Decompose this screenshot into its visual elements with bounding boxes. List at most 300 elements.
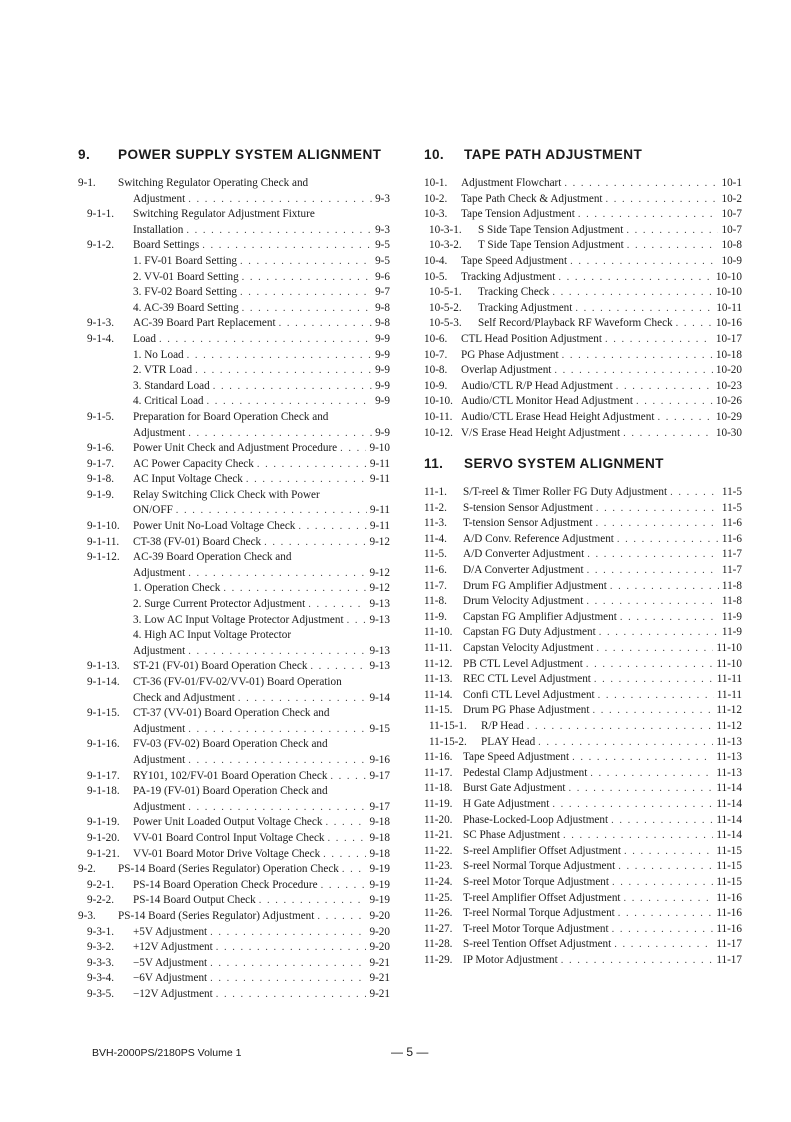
toc-entry-number: 9-1-9.: [87, 488, 115, 501]
dot-leader: [562, 348, 713, 364]
toc-entry-body: [133, 192, 390, 208]
toc-entry-page: 9-13: [369, 613, 390, 626]
toc-entry-number: 11-23.: [424, 860, 453, 873]
toc-entry: [78, 379, 390, 395]
toc-entry-number: 11-16.: [424, 751, 453, 764]
toc-entry-title: Burst Gate Adjustment: [463, 782, 566, 795]
toc-entry: [78, 971, 390, 987]
toc-entry-page: 9-8: [375, 301, 390, 314]
toc-entry-body: [461, 394, 742, 410]
dot-leader: [563, 828, 713, 844]
toc-entry-page: 10-7: [721, 223, 742, 236]
toc-entry-number: 11-28.: [424, 938, 453, 951]
toc-entry: [78, 348, 390, 364]
toc-list-section-11: [424, 485, 742, 968]
toc-entry: [424, 254, 742, 270]
toc-entry: [78, 831, 390, 847]
toc-entry-body: [133, 488, 390, 504]
toc-entry-body: [133, 597, 390, 613]
toc-entry: [78, 737, 390, 753]
toc-entry: [78, 706, 390, 722]
toc-entry-body: [463, 828, 742, 844]
toc-entry: [78, 691, 390, 707]
toc-entry-body: [133, 956, 390, 972]
toc-entry-page: 9-11: [369, 520, 390, 533]
toc-entry-page: 9-18: [369, 847, 390, 860]
toc-entry: [424, 394, 742, 410]
toc-entry-body: [133, 987, 390, 1003]
toc-entry-page: 10-23: [715, 379, 742, 392]
toc-entry-page: 10-20: [715, 364, 742, 377]
dot-leader: [676, 316, 713, 332]
toc-entry: [424, 594, 742, 610]
toc-entry-page: 11-11: [716, 688, 742, 701]
dot-leader: [188, 426, 372, 442]
toc-entry-page: 10-11: [716, 301, 742, 314]
dot-leader: [188, 800, 366, 816]
toc-entry-title: Adjustment: [133, 426, 186, 439]
toc-entry-body: [133, 332, 390, 348]
toc-entry-number: 10-9.: [424, 379, 448, 392]
toc-entry-number: 10-5.: [424, 270, 448, 283]
toc-entry-body: [133, 831, 390, 847]
toc-entry: [78, 270, 390, 286]
dot-leader: [587, 547, 719, 563]
toc-entry-body: [133, 753, 390, 769]
toc-entry-number: 11-21.: [424, 829, 453, 842]
toc-entry-body: [133, 348, 390, 364]
toc-entry-number: 9-1-13.: [87, 660, 120, 673]
toc-entry-body: [133, 706, 390, 722]
toc-entry: [78, 940, 390, 956]
toc-entry-number: 10-5-3.: [429, 317, 462, 330]
toc-entry-body: [133, 737, 390, 753]
toc-entry-body: [463, 750, 742, 766]
toc-entry: [424, 828, 742, 844]
toc-entry-page: 9-18: [369, 816, 390, 829]
toc-entry-body: [478, 316, 742, 332]
toc-entry-page: 11-13: [716, 766, 742, 779]
toc-entry-number: 11-13.: [424, 673, 453, 686]
toc-entry-body: [133, 457, 390, 473]
toc-entry-number: 9-1-17.: [87, 769, 120, 782]
toc-entry: [78, 862, 390, 878]
toc-entry: [424, 703, 742, 719]
dot-leader: [657, 410, 712, 426]
toc-entry-page: 11-10: [716, 642, 742, 655]
section-number: 10.: [424, 147, 445, 162]
dot-leader: [624, 891, 714, 907]
toc-entry-page: 9-11: [369, 473, 390, 486]
toc-entry-title: S-reel Amplifier Offset Adjustment: [463, 844, 621, 857]
toc-entry-page: 11-11: [716, 673, 742, 686]
toc-entry-title: Adjustment: [133, 566, 186, 579]
toc-entry-title: PS-14 Board Output Check: [133, 894, 256, 907]
toc-entry-title: PS-14 Board (Series Regulator) Operation Check: [118, 863, 339, 876]
toc-entry-body: [463, 641, 742, 657]
section-title: POWER SUPPLY SYSTEM ALIGNMENT: [118, 147, 382, 162]
section-title: TAPE PATH ADJUSTMENT: [464, 147, 643, 162]
toc-entry-number: 11-27.: [424, 922, 453, 935]
toc-entry: [424, 766, 742, 782]
toc-entry-title: PB CTL Level Adjustment: [463, 657, 583, 670]
dot-leader: [159, 332, 372, 348]
toc-entry-page: 11-9: [721, 626, 742, 639]
toc-entry-page: 11-15: [716, 860, 742, 873]
toc-entry: [78, 535, 390, 551]
toc-entry-title: Drum FG Amplifier Adjustment: [463, 579, 607, 592]
toc-entry-title: AC-39 Board Part Replacement: [133, 317, 276, 330]
toc-entry: [424, 625, 742, 641]
toc-entry-page: 10-9: [721, 254, 742, 267]
toc-entry: [424, 485, 742, 501]
toc-entry-number: 9-1-21.: [87, 847, 120, 860]
toc-entry-body: [463, 516, 742, 532]
toc-entry-number: 11-5.: [424, 548, 447, 561]
toc-entry: [78, 301, 390, 317]
toc-entry-title: S-reel Normal Torque Adjustment: [463, 860, 616, 873]
toc-entry-number: 9-3-5.: [87, 987, 115, 1000]
toc-entry-body: [133, 254, 390, 270]
dot-leader: [238, 691, 367, 707]
toc-entry-title: Tracking Adjustment: [478, 301, 573, 314]
toc-entry-page: 9-21: [369, 987, 390, 1000]
toc-entry-title: −6V Adjustment: [133, 972, 208, 985]
toc-entry-body: [133, 223, 390, 239]
toc-entry: [424, 301, 742, 317]
toc-entry-title: ON/OFF: [133, 504, 173, 517]
toc-entry: [424, 547, 742, 563]
toc-entry-body: [463, 672, 742, 688]
toc-entry: [78, 987, 390, 1003]
toc-entry-page: 11-5: [721, 501, 742, 514]
toc-entry-title: T-tension Sensor Adjustment: [463, 517, 593, 530]
toc-entry-body: [463, 594, 742, 610]
toc-entry: [78, 847, 390, 863]
toc-entry-title: −12V Adjustment: [133, 987, 213, 1000]
toc-entry-body: [463, 485, 742, 501]
toc-entry-page: 9-18: [369, 831, 390, 844]
toc-entry: [78, 644, 390, 660]
toc-entry-body: [463, 501, 742, 517]
dot-leader: [317, 909, 366, 925]
toc-entry-number: 9-1-16.: [87, 738, 120, 751]
toc-entry: [78, 472, 390, 488]
dot-leader: [310, 659, 366, 675]
toc-entry-body: [133, 207, 390, 223]
toc-entry-body: [463, 563, 742, 579]
toc-entry-page: 11-16: [716, 907, 742, 920]
toc-entry-body: [478, 238, 742, 254]
toc-entry-body: [133, 971, 390, 987]
toc-entry-title: T-reel Amplifier Offset Adjustment: [463, 891, 621, 904]
toc-entry-number: 9-3.: [78, 909, 96, 922]
toc-entry: [424, 797, 742, 813]
toc-entry-title: 2. VV-01 Board Setting: [133, 270, 239, 283]
dot-leader: [592, 703, 713, 719]
toc-entry-title: 3. FV-02 Board Setting: [133, 286, 238, 299]
toc-entry-title: T-reel Motor Torque Adjustment: [463, 922, 609, 935]
toc-entry: [424, 859, 742, 875]
toc-entry-title: PS-14 Board (Series Regulator) Adjustment: [118, 909, 315, 922]
toc-entry: [424, 937, 742, 953]
toc-entry-body: [463, 797, 742, 813]
toc-entry-body: [463, 906, 742, 922]
toc-entry-page: 11-17: [716, 953, 742, 966]
toc-entry: [424, 332, 742, 348]
toc-entry-title: Audio/CTL Monitor Head Adjustment: [461, 395, 634, 408]
toc-entry: [78, 659, 390, 675]
toc-entry: [78, 503, 390, 519]
dot-leader: [586, 657, 713, 673]
toc-entry-body: [133, 691, 390, 707]
toc-entry-body: [133, 379, 390, 395]
toc-entry-body: [478, 285, 742, 301]
left-column: [78, 146, 390, 1002]
toc-entry-body: [461, 426, 742, 442]
toc-entry: [78, 878, 390, 894]
toc-entry-body: [461, 176, 742, 192]
dot-leader: [564, 176, 718, 192]
toc-entry-number: 9-1.: [78, 177, 96, 189]
toc-entry: [424, 672, 742, 688]
dot-leader: [554, 363, 712, 379]
toc-entry-page: 9-3: [375, 192, 390, 205]
dot-leader: [207, 394, 373, 410]
toc-entry-number: 9-1-3.: [87, 317, 115, 330]
toc-entry-number: 11-24.: [424, 875, 453, 888]
toc-entry-page: 10-10: [715, 286, 742, 299]
toc-entry-body: [133, 800, 390, 816]
dot-leader: [188, 192, 372, 208]
toc-entry-number: 10-11.: [424, 410, 453, 423]
section-9-heading: [78, 146, 390, 164]
dot-leader: [216, 987, 367, 1003]
dot-leader: [186, 223, 372, 239]
dot-leader: [575, 301, 713, 317]
dot-leader: [670, 485, 719, 501]
dot-leader: [611, 813, 713, 829]
toc-entry-body: [463, 953, 742, 969]
toc-entry-page: 11-13: [716, 735, 742, 748]
toc-entry-number: 9-1-2.: [87, 239, 115, 252]
toc-entry-body: [133, 644, 390, 660]
toc-entry-number: 10-5-1.: [429, 286, 462, 299]
toc-entry-body: [463, 875, 742, 891]
toc-entry-page: 9-15: [369, 722, 390, 735]
dot-leader: [347, 613, 367, 629]
toc-entry-body: [461, 192, 742, 208]
toc-entry-title: H Gate Adjustment: [463, 797, 550, 810]
toc-entry-body: [133, 784, 390, 800]
toc-entry-number: 11-25.: [424, 891, 453, 904]
toc-entry-title: Audio/CTL Erase Head Height Adjustment: [461, 410, 655, 423]
toc-entry-body: [461, 410, 742, 426]
dot-leader: [325, 815, 366, 831]
toc-entry-page: 9-11: [369, 457, 390, 470]
toc-entry-page: 10-8: [721, 239, 742, 252]
toc-entry: [78, 238, 390, 254]
dot-leader: [259, 893, 367, 909]
toc-entry-title: PS-14 Board Operation Check Procedure: [133, 878, 318, 891]
toc-entry-page: 11-8: [721, 595, 742, 608]
toc-entry-page: 9-13: [369, 644, 390, 657]
dot-leader: [569, 781, 714, 797]
toc-entry-number: 9-1-14.: [87, 676, 120, 688]
toc-entry-title: 4. High AC Input Voltage Protector: [133, 629, 292, 642]
toc-entry-body: [133, 535, 390, 551]
dot-leader: [623, 426, 713, 442]
toc-entry-page: 9-20: [369, 925, 390, 938]
toc-entry-number: 11-4.: [424, 532, 447, 545]
toc-entry-page: 9-8: [375, 317, 390, 330]
toc-entry-number: 9-1-15.: [87, 707, 120, 720]
dot-leader: [552, 797, 713, 813]
dot-leader: [599, 625, 719, 641]
toc-entry-title: 2. Surge Current Protector Adjustment: [133, 598, 306, 611]
dot-leader: [240, 285, 372, 301]
toc-entry-number: 11-1.: [424, 486, 447, 499]
toc-entry: [78, 581, 390, 597]
toc-entry: [424, 207, 742, 223]
toc-entry-title: 4. Critical Load: [133, 395, 204, 408]
toc-entry-title: Board Settings: [133, 239, 200, 252]
toc-entry-title: A/D Conv. Reference Adjustment: [463, 532, 614, 545]
dot-leader: [624, 844, 713, 860]
toc-entry-page: 10-10: [715, 270, 742, 283]
toc-entry-page: 9-9: [375, 379, 390, 392]
toc-entry-page: 11-7: [721, 564, 742, 577]
toc-entry-body: [133, 503, 390, 519]
dot-leader: [610, 579, 719, 595]
toc-entry-page: 9-21: [369, 972, 390, 985]
toc-entry-page: 11-16: [716, 891, 742, 904]
toc-entry-number: 9-2-1.: [87, 878, 115, 891]
dot-leader: [176, 503, 367, 519]
toc-entry-page: 11-15: [716, 875, 742, 888]
toc-entry: [78, 597, 390, 613]
dot-leader: [538, 735, 713, 751]
toc-entry-page: 11-14: [716, 782, 742, 795]
dot-leader: [187, 348, 372, 364]
dot-leader: [612, 875, 713, 891]
toc-entry-body: [133, 566, 390, 582]
toc-entry-title: Audio/CTL R/P Head Adjustment: [461, 379, 613, 392]
dot-leader: [242, 301, 372, 317]
toc-entry-page: 9-12: [369, 566, 390, 579]
dot-leader: [561, 953, 714, 969]
toc-entry-body: [463, 781, 742, 797]
toc-entry-page: 9-9: [375, 426, 390, 439]
toc-entry: [424, 316, 742, 332]
toc-entry-title: Power Unit No-Load Voltage Check: [133, 520, 296, 533]
toc-entry-number: 10-4.: [424, 254, 448, 267]
toc-entry-title: S-tension Sensor Adjustment: [463, 501, 593, 514]
toc-entry-title: REC CTL Level Adjustment: [463, 673, 591, 686]
dot-leader: [321, 878, 367, 894]
toc-entry-body: [461, 254, 742, 270]
toc-entry-page: 9-17: [369, 769, 390, 782]
toc-entry-page: 10-26: [715, 395, 742, 408]
section-11-heading: [424, 455, 742, 473]
toc-entry-page: 9-19: [369, 878, 390, 891]
dot-leader: [617, 532, 719, 548]
toc-entry-page: 11-6: [721, 532, 742, 545]
toc-entry: [78, 457, 390, 473]
toc-entry-number: 9-1-1.: [87, 208, 115, 221]
dot-leader: [213, 379, 372, 395]
toc-entry-number: 11-20.: [424, 813, 453, 826]
toc-entry-number: 9-1-6.: [87, 442, 115, 455]
toc-entry-number: 10-6.: [424, 332, 448, 345]
dot-leader: [323, 847, 366, 863]
toc-entry-number: 9-3-1.: [87, 925, 115, 938]
toc-entry-title: S-reel Tention Offset Adjustment: [463, 938, 612, 951]
dot-leader: [210, 956, 366, 972]
toc-entry-page: 9-9: [375, 364, 390, 377]
toc-entry-title: Adjustment: [133, 192, 186, 205]
dot-leader: [586, 594, 719, 610]
toc-entry-title: ST-21 (FV-01) Board Operation Check: [133, 660, 308, 673]
toc-entry-title: Phase-Locked-Loop Adjustment: [463, 813, 609, 826]
toc-entry: [424, 426, 742, 442]
section-10-heading: [424, 146, 742, 164]
toc-entry: [424, 410, 742, 426]
dot-leader: [598, 688, 714, 704]
toc-entry: [424, 641, 742, 657]
toc-entry-title: SC Phase Adjustment: [463, 829, 560, 842]
toc-entry-title: Switching Regulator Adjustment Fixture: [133, 208, 315, 221]
toc-entry-title: Adjustment: [133, 800, 186, 813]
toc-entry-page: 11-10: [716, 657, 742, 670]
dot-leader: [223, 581, 366, 597]
toc-entry-page: 10-29: [715, 410, 742, 423]
toc-entry-page: 11-14: [716, 813, 742, 826]
toc-entry-page: 9-21: [369, 956, 390, 969]
dot-leader: [188, 566, 366, 582]
toc-entry: [424, 238, 742, 254]
toc-entry-title: Power Unit Check and Adjustment Procedure: [133, 442, 338, 455]
toc-entry-body: [133, 925, 390, 941]
toc-entry-body: [133, 550, 390, 566]
toc-entry-number: 11-15.: [424, 704, 453, 717]
dot-leader: [242, 270, 372, 286]
toc-entry-title: Capstan Velocity Adjustment: [463, 642, 594, 655]
dot-leader: [627, 238, 719, 254]
toc-entry-title: 2. VTR Load: [133, 364, 193, 377]
dot-leader: [590, 766, 713, 782]
toc-entry-body: [133, 581, 390, 597]
toc-entry-title: 1. Operation Check: [133, 582, 221, 595]
toc-entry-body: [133, 628, 390, 644]
toc-entry-page: 9-9: [375, 332, 390, 345]
toc-entry: [424, 781, 742, 797]
toc-entry-body: [463, 766, 742, 782]
toc-entry-title: 3. Low AC Input Voltage Protector Adjustment: [133, 613, 344, 626]
toc-entry-page: 9-3: [375, 223, 390, 236]
section-number: 11.: [424, 456, 444, 472]
toc-entry: [424, 176, 742, 192]
toc-entry: [78, 441, 390, 457]
toc-entry-title: PA-19 (FV-01) Board Operation Check and: [133, 785, 328, 798]
toc-entry: [78, 925, 390, 941]
toc-entry-title: Drum PG Phase Adjustment: [463, 704, 590, 717]
toc-entry: [78, 675, 390, 691]
toc-entry: [424, 735, 742, 751]
toc-entry-page: 11-12: [716, 704, 742, 717]
toc-entry: [424, 610, 742, 626]
toc-entry: [424, 906, 742, 922]
